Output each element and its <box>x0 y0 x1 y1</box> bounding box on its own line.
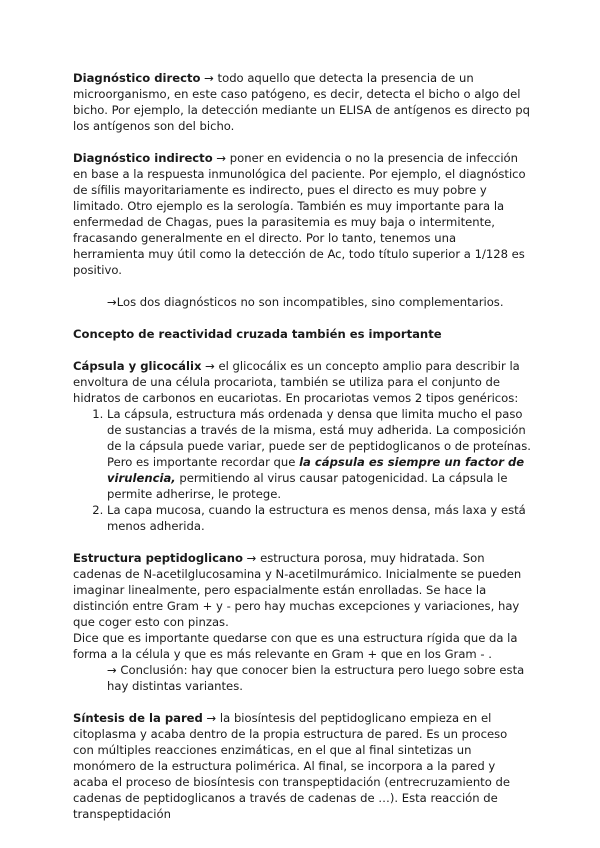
paragraph-sintesis-pared <box>73 710 531 822</box>
term-sintesis-pared: Síntesis de la pared <box>73 711 203 725</box>
section-capsula <box>73 358 531 534</box>
term-peptidoglicano: Estructura peptidoglicano <box>73 551 243 565</box>
term-diagnostico-indirecto: Diagnóstico indirecto <box>73 151 213 165</box>
paragraph-conclusion: → Conclusión: hay que conocer bien la estructura pero luego sobre esta hay distintas variantes. <box>107 663 525 693</box>
paragraph-capsula <box>73 358 531 406</box>
section-peptidoglicano <box>73 550 531 694</box>
list-capsula-tipos <box>73 406 531 534</box>
term-capsula: Cápsula y glicocálix <box>73 359 202 373</box>
text-diagnostico-indirecto: → poner en evidencia o no la presencia de infección en base a la respuesta inmunológica del paciente. Por ejemplo, el diagnóstico de sífilis mayoritariamente es indirecto, pues el directo es muy pobre y limitado. Otro ejemplo es la serología. También es muy importante para la enfermedad de Chagas, pues la parasitemia es muy baja o intermitente, fracasando generalmente en el directo. Por lo tanto, tenemos una herramienta muy útil como la detección de Ac, todo título superior a 1/128 es positivo. <box>73 151 526 277</box>
emphasis-factor-virulencia: la cápsula es siempre un factor de virulencia, <box>107 455 525 485</box>
paragraph-complementarios: →Los dos diagnósticos no son incompatibles, sino complementarios. <box>107 295 504 309</box>
text-diagnostico-directo: → todo aquello que detecta la presencia de un microorganismo, en este caso patógeno, es decir, detecta el bicho o algo del bicho. Por ejemplo, la detección mediante un ELISA de antígenos es directo pq los antígenos son del bicho. <box>73 71 530 133</box>
heading-reactividad-cruzada: Concepto de reactividad cruzada también es importante <box>73 327 442 341</box>
paragraph-diagnostico-indirecto <box>73 150 531 278</box>
term-diagnostico-directo: Diagnóstico directo <box>73 71 201 85</box>
text-sintesis-pared: → la biosíntesis del peptidoglicano empieza en el citoplasma y acaba dentro de la propia estructura de pared. Es un proceso con múltiples reacciones enzimáticas, en el que al final sintetizas un monómero de la estructura polimérica. Al final, se incorpora a la pared y acaba el proceso de biosíntesis con transpeptidación (entrecruzamiento de cadenas de peptidoglicanos a través de cadenas de …). Esta reacción de transpeptidación <box>73 711 510 821</box>
text-peptidoglicano: → estructura porosa, muy hidratada. Son cadenas de N-acetilglucosamina y N-acetilmurámico. Inicialmente se pueden imaginar linealmente, pero espacialmente están enrolladas. Se hace la distinción entre Gram + y - pero hay muchas excepciones y variaciones, hay que coger esto con pinzas. <box>73 551 522 629</box>
paragraph-peptidoglicano <box>73 550 531 630</box>
list-item-text: permitiendo al virus causar patogenicidad. La cápsula le permite adherirse, le protege. <box>107 471 508 501</box>
list-item <box>107 406 531 502</box>
paragraph-diagnostico-directo <box>73 70 531 134</box>
document-page <box>73 70 531 822</box>
text-capsula: → el glicocálix es un concepto amplio para describir la envoltura de una célula procariota, también se utiliza para el conjunto de hidratos de carbonos en eucariotas. En procariotas vemos 2 tipos genéricos: <box>73 359 520 405</box>
list-item-text: La cápsula, estructura más ordenada y densa que limita mucho el paso de sustancias a través de la misma, está muy adherida. La composición de la cápsula puede variar, puede ser de peptidoglicanos o de proteínas. Pero es importante recordar que <box>107 407 531 469</box>
list-item: 2. La capa mucosa, cuando la estructura es menos densa, más laxa y está menos adherida. <box>107 502 531 534</box>
paragraph-peptidoglicano-rigida: Dice que es importante quedarse con que es una estructura rígida que da la forma a la célula y que es más relevante en Gram + que en los Gram - . <box>73 631 518 661</box>
